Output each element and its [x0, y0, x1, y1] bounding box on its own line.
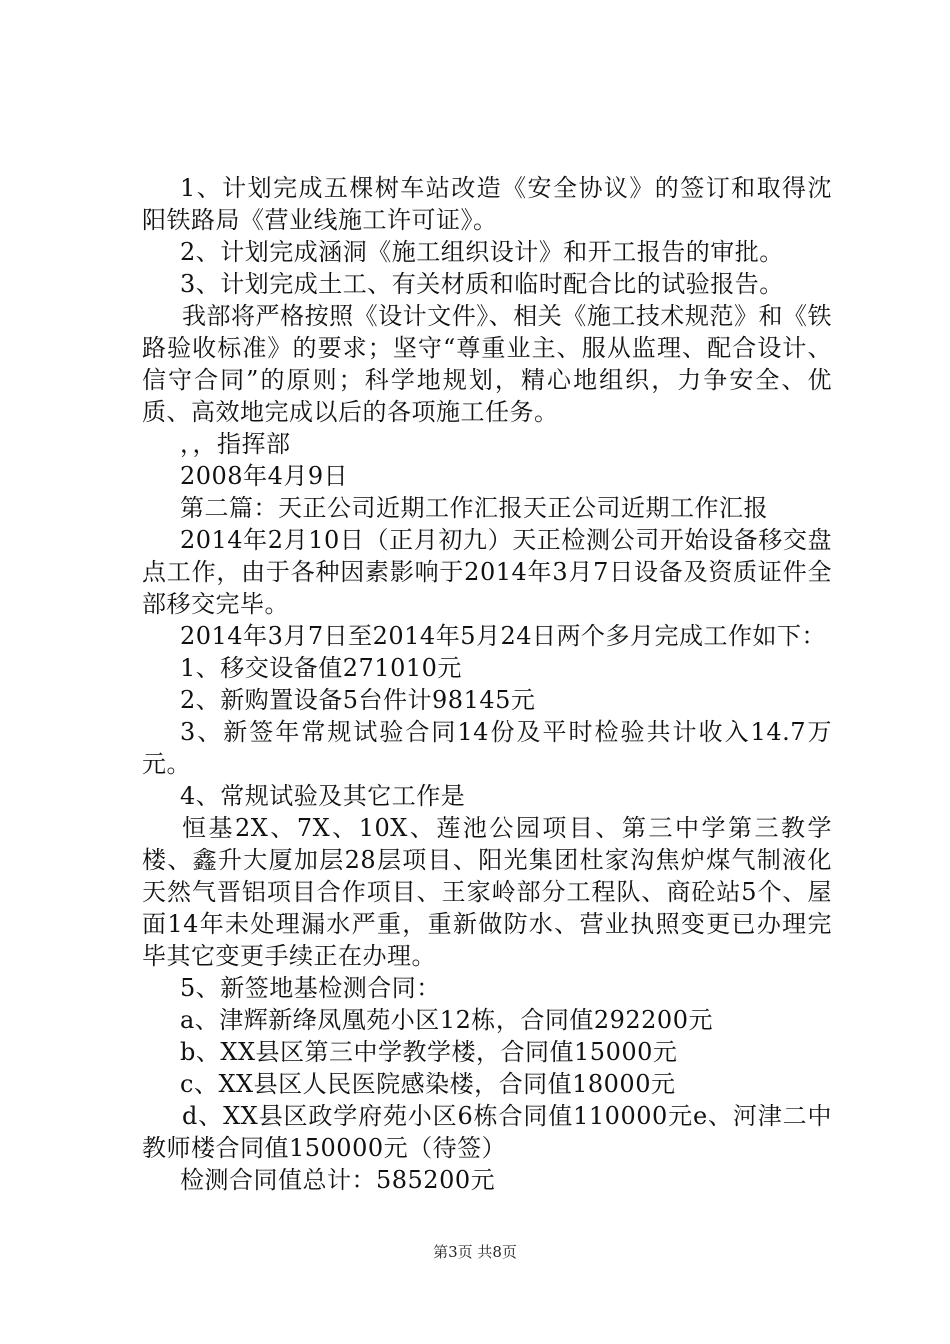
contract-d-e: d、XX县区政学府苑小区6栋合同值110000元e、河津二中教师楼合同值150000元（待签） — [142, 1102, 832, 1162]
paragraph-period: 2014年3月7日至2014年5月24日两个多月完成工作如下： — [180, 622, 827, 650]
paragraph-transfer: 2014年2月10日（正月初九）天正检测公司开始设备移交盘点工作，由于各种因素影响于2014年3月7日设备及资质证件全部移交完毕。 — [142, 526, 832, 618]
page-footer: 第3页 共8页 — [433, 1243, 517, 1261]
paragraph-projects: 恒基2X、7X、10X、莲池公园项目、第三中学第三教学楼、鑫升大厦加层28层项目、阳光集团杜家沟焦炉煤气制液化天然气晋铝项目合作项目、王家岭部分工程队、商砼站5个、屋面14年未处理漏水严重，重新做防水、营业执照变更已办理完毕其它变更手续正在办理。 — [142, 814, 832, 970]
contract-b: b、XX县区第三中学教学楼，合同值15000元 — [180, 1038, 678, 1066]
list-item-4: 4、常规试验及其它工作是 — [180, 782, 466, 810]
paragraph-commitment: 我部将严格按照《设计文件》、相关《施工技术规范》和《铁路验收标准》的要求；坚守“尊重业主、服从监理、配合设计、信守合同”的原则；科学地规划，精心地组织，力争安全、优质、高效地完成以后的各项施工任务。 — [142, 302, 832, 426]
paragraph-plan-1: 1、计划完成五棵树车站改造《安全协议》的签订和取得沈阳铁路局《营业线施工许可证》。 — [142, 174, 832, 234]
contract-total: 检测合同值总计：585200元 — [180, 1166, 496, 1194]
section-heading: 第二篇：天正公司近期工作汇报天正公司近期工作汇报 — [180, 494, 768, 522]
document-body — [142, 172, 832, 1196]
paragraph-plan-3: 3、计划完成土工、有关材质和临时配合比的试验报告。 — [180, 270, 784, 298]
paragraph-date: 2008年4月9日 — [180, 462, 349, 490]
paragraph-signature: ，，指挥部 — [180, 430, 291, 458]
contract-c: c、XX县区人民医院感染楼，合同值18000元 — [180, 1070, 676, 1098]
list-item-2: 2、新购置设备5台件计98145元 — [180, 686, 536, 714]
paragraph-plan-2: 2、计划完成涵洞《施工组织设计》和开工报告的审批。 — [180, 238, 784, 266]
contract-a: a、津辉新绛凤凰苑小区12栋，合同值292200元 — [180, 1006, 713, 1034]
list-item-5: 5、新签地基检测合同： — [180, 974, 441, 1002]
list-item-1: 1、移交设备值271010元 — [180, 654, 462, 682]
list-item-3: 3、新签年常规试验合同14份及平时检验共计收入14.7万元。 — [142, 718, 832, 778]
